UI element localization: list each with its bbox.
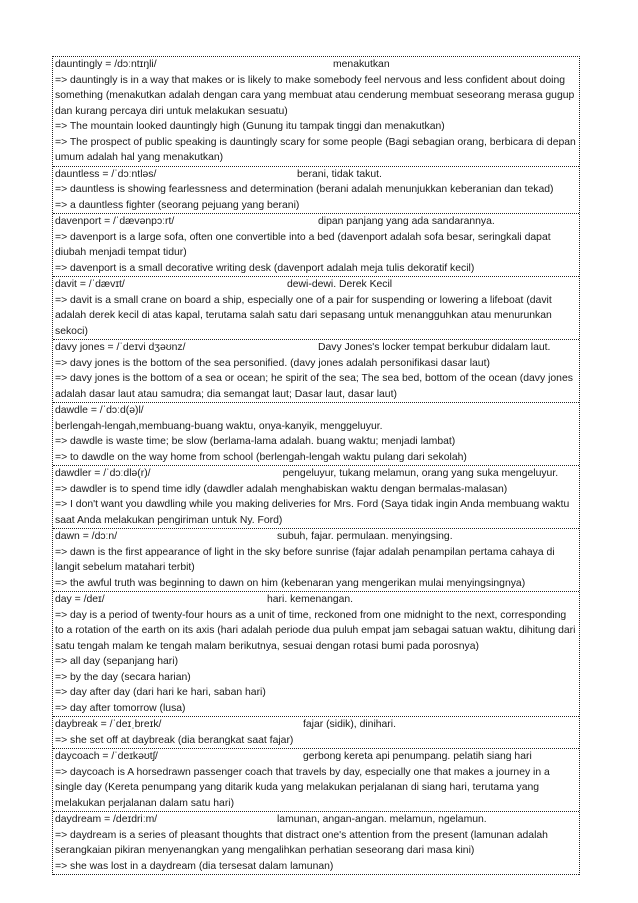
entry-line: => dawdler is to spend time idly (dawdler adalah menghabiskan waktu dengan bermalas-malasan): [55, 483, 508, 495]
entry-line: => daydream is a series of pleasant thoughts that distract one's attention from the present (lamunan adalah serangkaian pikiran menyenangkan yang mengalihkan perhatian seseorang dari masa kini): [55, 829, 548, 856]
entry-head: dauntingly = /dɔːntɪŋli/: [55, 59, 157, 70]
entry-daydream: [53, 812, 579, 875]
entry-line: => The mountain looked dauntingly high (Gunung itu tampak tinggi dan menakutkan): [55, 121, 445, 132]
entry-headline: [55, 466, 577, 482]
entry-meaning: dipan panjang yang ada sandarannya.: [318, 216, 495, 227]
entry-dawn: [53, 529, 579, 592]
entry-line: => day after day (dari hari ke hari, saban hari): [55, 687, 266, 698]
entry-headline: [55, 57, 577, 73]
entry-meaning: dewi-dewi. Derek Kecil: [287, 279, 393, 290]
entry-davy-jones: [53, 340, 579, 403]
entry-headline: [55, 592, 577, 608]
entry-meaning: berani, tidak takut.: [297, 168, 382, 180]
entry-meaning: subuh, fajar. permulaan. menyingsing.: [277, 531, 453, 542]
entry-davenport: [53, 214, 579, 277]
entry-head: dawn = /dɔːn/: [55, 531, 118, 542]
entry-daybreak: [53, 717, 579, 749]
entry-headline: [55, 529, 577, 545]
entry-headline: [55, 277, 577, 293]
entry-line: => The prospect of public speaking is dauntingly scary for some people (Bagi sebagian orang, berbicara di depan umum adalah hal yang menakutkan): [55, 136, 576, 163]
entry-line: => by the day (secara harian): [55, 671, 191, 683]
entry-headline: [55, 717, 577, 733]
entry-headline: [55, 403, 577, 434]
entry-line: => a dauntless fighter (seorang pejuang yang berani): [55, 199, 300, 211]
entry-meaning: pengeluyur, tukang melamun, orang yang suka mengeluyur.: [282, 468, 559, 479]
entry-line: => all day (sepanjang hari): [55, 656, 179, 667]
entry-headline: [55, 214, 577, 230]
entry-head: day = /deɪ/: [55, 594, 105, 605]
entry-head: daybreak = /ˈdeɪˌbreɪk/: [55, 719, 162, 730]
entry-line: => dauntingly is in a way that makes or is likely to make somebody feel nervous and less confident about doing something (menakutkan adalah dengan cara yang membuat atau cenderung membuat seseorang merasa gugup dan kurang percaya diri untuk melakukan sesuatu): [55, 74, 575, 117]
entry-line: => she set off at daybreak (dia berangkat saat fajar): [55, 734, 294, 746]
entry-daycoach: [53, 749, 579, 812]
entry-headline: [55, 167, 577, 183]
entry-meaning: Davy Jones's locker tempat berkubur didalam laut.: [318, 342, 551, 353]
entry-head: daycoach = /ˈdeɪkəʊtʃ/: [55, 751, 158, 762]
entry-dawdler: [53, 466, 579, 529]
entry-dawdle: [53, 403, 579, 466]
entry-headline: [55, 340, 577, 356]
entry-line: => dawdle is waste time; be slow (berlama-lama adalah. buang waktu; menjadi lambat): [55, 436, 456, 447]
entry-meaning: fajar (sidik), dinihari.: [303, 719, 396, 730]
entry-meaning: menakutkan: [333, 59, 390, 70]
entry-day: [53, 592, 579, 717]
entry-line: => dawn is the first appearance of light in the sky before sunrise (fajar adalah penampilan pertama cahaya di langit sebelum matahari terbit): [55, 546, 555, 573]
entry-head: dauntless = /ˈdɔːntləs/: [55, 168, 157, 180]
entry-headline: [55, 749, 577, 765]
entry-line: => davenport is a large sofa, often one convertible into a bed (davenport adalah sofa besar, seringkali dapat diubah menjadi tempat tidur): [55, 231, 551, 258]
entry-dauntingly: [53, 57, 579, 167]
entry-headline: [55, 812, 577, 828]
entry-meaning: hari. kemenangan.: [267, 594, 354, 605]
entry-line: => davy jones is the bottom of a sea or ocean; he spirit of the sea; The sea bed, bottom of the ocean (davy jones adalah dasar laut atau samudra; dia semangat laut; Dasar laut, dasar laut): [55, 373, 573, 400]
entry-head: davenport = /ˈdævənpɔːrt/: [55, 216, 175, 227]
entry-line: => day after tomorrow (lusa): [55, 702, 186, 714]
entry-line: => davenport is a small decorative writing desk (davenport adalah meja tulis dekoratif kecil): [55, 262, 475, 274]
entry-line: => she was lost in a daydream (dia tersesat dalam lamunan): [55, 860, 334, 872]
entry-line: => dauntless is showing fearlessness and determination (berani adalah menunjukkan keberanian dan tekad): [55, 184, 554, 195]
entry-head: dawdler = /ˈdɔːdlə(r)/: [55, 468, 151, 479]
entry-meaning: gerbong kereta api penumpang. pelatih siang hari: [303, 751, 532, 762]
entry-davit: [53, 277, 579, 340]
entry-list: [52, 56, 580, 875]
entry-line: => davit is a small crane on board a ship, especially one of a pair for suspending or lowering a lifeboat (davit adalah derek kecil di atas kapal, terutama salah satu dari sepasang untuk menangguhkan atau menurunkan sekoci): [55, 294, 552, 337]
entry-line: => the awful truth was beginning to dawn on him (kebenaran yang mengerikan mulai menyingsingnya): [55, 577, 526, 589]
entry-head: dawdle = /ˈdɔːd(ə)l/: [55, 405, 144, 416]
entry-line: => daycoach is A horsedrawn passenger coach that travels by day, especially one that makes a journey in a single day (Kereta penumpang yang ditarik kuda yang melakukan perjalanan di siang hari, terutama yang melakukan perjalanan dalam satu hari): [55, 766, 550, 809]
entry-meaning: berlengah-lengah,membuang-buang waktu, onya-kanyik, menggeluyur.: [55, 420, 383, 432]
entry-dauntless: [53, 167, 579, 215]
entry-meaning: lamunan, angan-angan. melamun, ngelamun.: [277, 814, 487, 825]
entry-line: => davy jones is the bottom of the sea personified. (davy jones adalah personifikasi dasar laut): [55, 357, 490, 369]
entry-line: => to dawdle on the way home from school (berlengah-lengah waktu pulang dari sekolah): [55, 451, 467, 463]
entry-head: daydream = /deɪdriːm/: [55, 814, 158, 825]
entry-line: => day is a period of twenty-four hours as a unit of time, reckoned from one midnight to the next, corresponding to a rotation of the earth on its axis (hari adalah periode dua puluh empat jam sebagai satuan waktu, dihitung dari satu tengah malam ke tengah malam berikutnya, sesuai dengan rotasi bumi pada porosnya): [55, 609, 576, 652]
entry-head: davy jones = /ˈdeɪvi dʒəʊnz/: [55, 342, 186, 353]
entry-head: davit = /ˈdævɪt/: [55, 279, 125, 290]
entry-line: => I don't want you dawdling while you making deliveries for Mrs. Ford (Saya tidak ingin Anda membuang waktu saat Anda melakukan pengiriman untuk Ny. Ford): [55, 499, 570, 526]
